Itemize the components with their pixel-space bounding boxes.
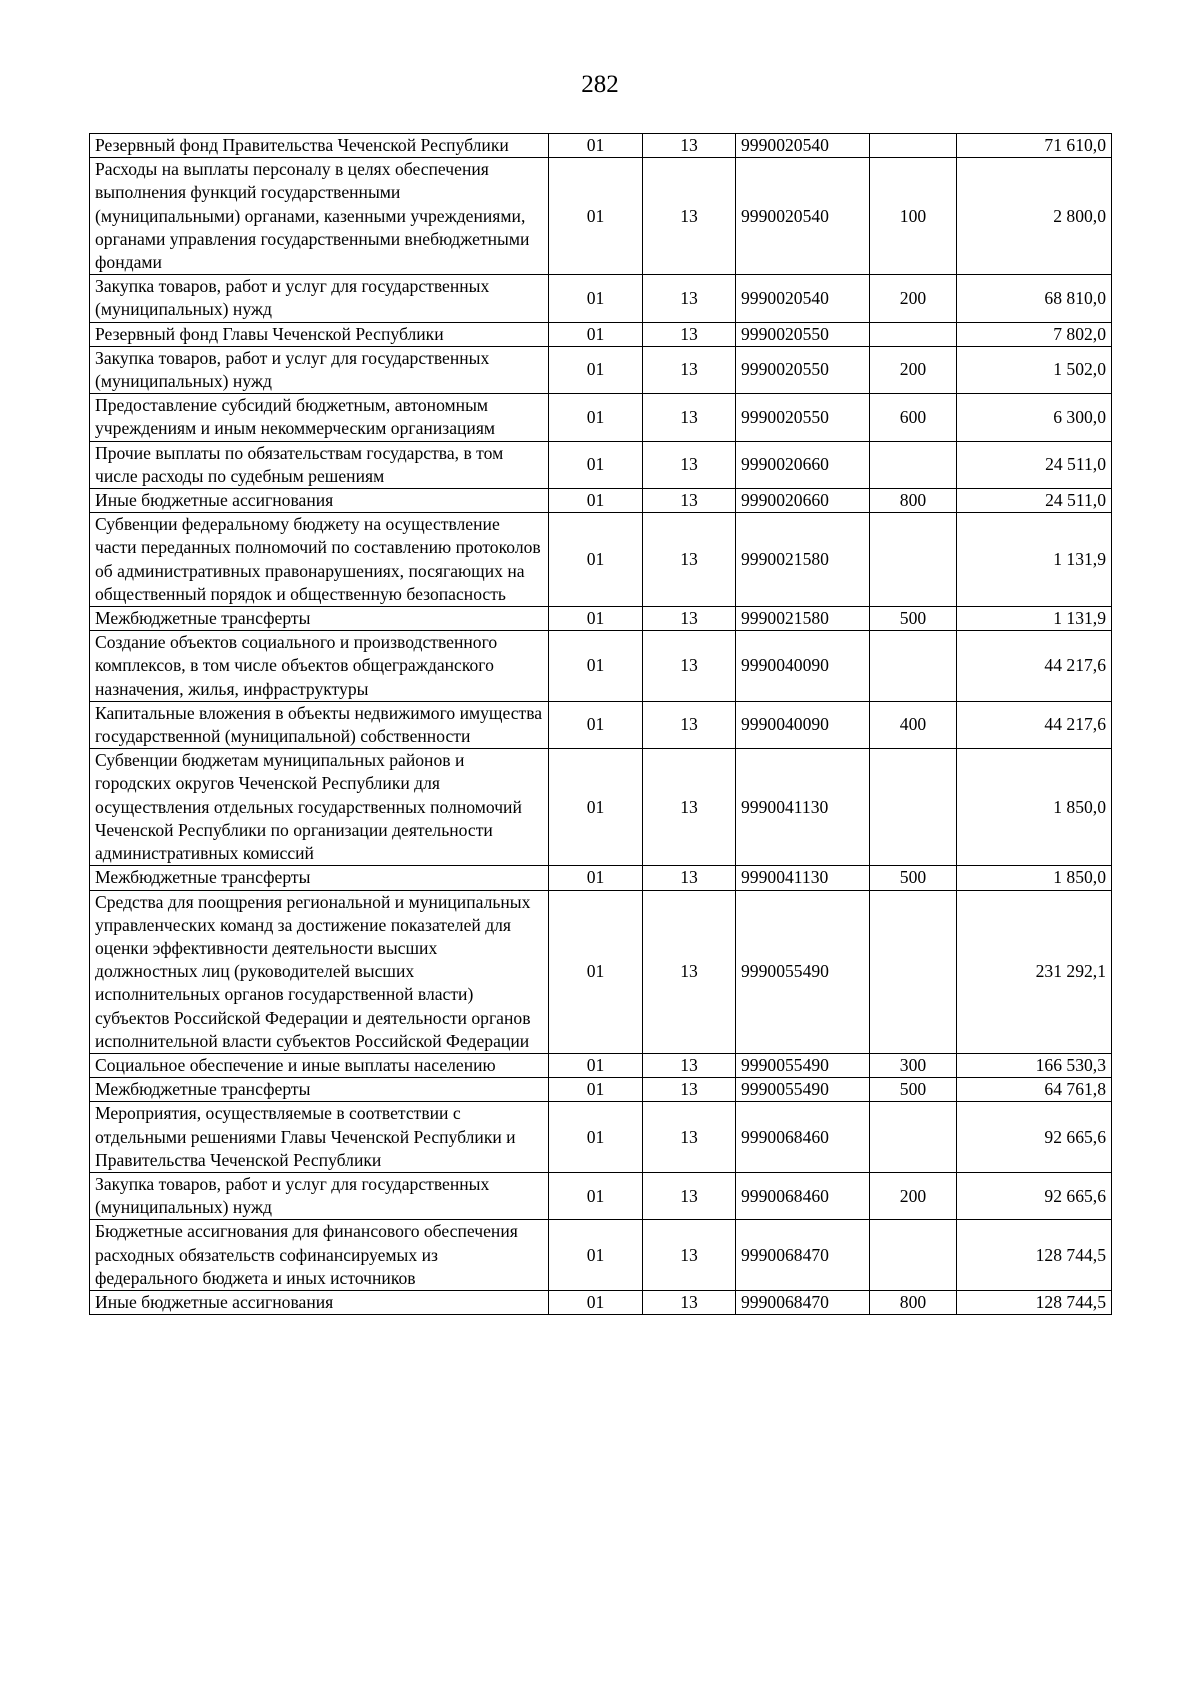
table-row: [90, 701, 1112, 748]
section-code-cell: 01: [549, 158, 643, 275]
subsection-code-cell: 13: [643, 158, 736, 275]
subsection-code-cell: 13: [643, 1290, 736, 1314]
table-row: [90, 394, 1112, 441]
subsection-code-cell: 13: [643, 749, 736, 866]
amount-cell: 24 511,0: [957, 489, 1112, 513]
target-article-cell: 9990055490: [736, 1078, 870, 1102]
amount-cell: 64 761,8: [957, 1078, 1112, 1102]
expense-name-cell: Межбюджетные трансферты: [90, 607, 549, 631]
budget-table-body: [90, 134, 1112, 1315]
subsection-code-cell: 13: [643, 1053, 736, 1077]
expense-type-cell: 200: [870, 346, 957, 393]
amount-cell: 7 802,0: [957, 322, 1112, 346]
table-row: [90, 866, 1112, 890]
expense-type-cell: [870, 322, 957, 346]
table-row: [90, 749, 1112, 866]
subsection-code-cell: 13: [643, 489, 736, 513]
table-row: [90, 158, 1112, 275]
section-code-cell: 01: [549, 1290, 643, 1314]
table-row: [90, 1053, 1112, 1077]
section-code-cell: 01: [549, 1172, 643, 1219]
page-number: 282: [581, 71, 619, 98]
expense-type-cell: 500: [870, 866, 957, 890]
subsection-code-cell: 13: [643, 1220, 736, 1291]
expense-name-cell: Средства для поощрения региональной и муниципальных управленческих команд за достижение показателей для оценки эффективности деятельности высших должностных лиц (руководителей высших исполнительных органов государственной власти) субъектов Российской Федерации и деятельности органов исполнительной власти субъектов Российской Федерации: [90, 890, 549, 1053]
expense-type-cell: 300: [870, 1053, 957, 1077]
section-code-cell: 01: [549, 1078, 643, 1102]
amount-cell: 128 744,5: [957, 1220, 1112, 1291]
subsection-code-cell: 13: [643, 441, 736, 488]
amount-cell: 6 300,0: [957, 394, 1112, 441]
expense-type-cell: [870, 1220, 957, 1291]
expense-name-cell: Мероприятия, осуществляемые в соответствии с отдельными решениями Главы Чеченской Республики и Правительства Чеченской Республики: [90, 1102, 549, 1173]
table-row: [90, 1220, 1112, 1291]
expense-type-cell: [870, 631, 957, 702]
subsection-code-cell: 13: [643, 134, 736, 158]
expense-name-cell: Субвенции федеральному бюджету на осуществление части переданных полномочий по составлению протоколов об административных правонарушениях, посягающих на общественный порядок и общественную безопасность: [90, 513, 549, 607]
expense-name-cell: Иные бюджетные ассигнования: [90, 489, 549, 513]
amount-cell: 1 131,9: [957, 607, 1112, 631]
section-code-cell: 01: [549, 513, 643, 607]
target-article-cell: 9990068470: [736, 1220, 870, 1291]
amount-cell: 1 131,9: [957, 513, 1112, 607]
expense-type-cell: 400: [870, 701, 957, 748]
section-code-cell: 01: [549, 607, 643, 631]
expense-name-cell: Резервный фонд Правительства Чеченской Республики: [90, 134, 549, 158]
amount-cell: 2 800,0: [957, 158, 1112, 275]
section-code-cell: 01: [549, 1102, 643, 1173]
target-article-cell: 9990040090: [736, 631, 870, 702]
section-code-cell: 01: [549, 890, 643, 1053]
target-article-cell: 9990020550: [736, 346, 870, 393]
amount-cell: 68 810,0: [957, 275, 1112, 322]
table-row: [90, 1290, 1112, 1314]
section-code-cell: 01: [549, 866, 643, 890]
expense-name-cell: Закупка товаров, работ и услуг для государственных (муниципальных) нужд: [90, 346, 549, 393]
target-article-cell: 9990068470: [736, 1290, 870, 1314]
expense-name-cell: Иные бюджетные ассигнования: [90, 1290, 549, 1314]
table-row: [90, 275, 1112, 322]
subsection-code-cell: 13: [643, 394, 736, 441]
subsection-code-cell: 13: [643, 890, 736, 1053]
expense-type-cell: [870, 441, 957, 488]
table-row: [90, 489, 1112, 513]
amount-cell: 92 665,6: [957, 1172, 1112, 1219]
expense-type-cell: 800: [870, 489, 957, 513]
section-code-cell: 01: [549, 1053, 643, 1077]
table-row: [90, 346, 1112, 393]
amount-cell: 24 511,0: [957, 441, 1112, 488]
table-row: [90, 607, 1112, 631]
amount-cell: 1 850,0: [957, 866, 1112, 890]
section-code-cell: 01: [549, 701, 643, 748]
subsection-code-cell: 13: [643, 866, 736, 890]
table-row: [90, 134, 1112, 158]
subsection-code-cell: 13: [643, 631, 736, 702]
target-article-cell: 9990068460: [736, 1172, 870, 1219]
target-article-cell: 9990055490: [736, 890, 870, 1053]
expense-type-cell: 500: [870, 607, 957, 631]
section-code-cell: 01: [549, 322, 643, 346]
section-code-cell: 01: [549, 749, 643, 866]
expense-type-cell: [870, 890, 957, 1053]
expense-name-cell: Субвенции бюджетам муниципальных районов и городских округов Чеченской Республики для осуществления отдельных государственных полномочий Чеченской Республики по организации деятельности административных комиссий: [90, 749, 549, 866]
target-article-cell: 9990068460: [736, 1102, 870, 1173]
amount-cell: 44 217,6: [957, 631, 1112, 702]
subsection-code-cell: 13: [643, 1172, 736, 1219]
expense-name-cell: Закупка товаров, работ и услуг для государственных (муниципальных) нужд: [90, 275, 549, 322]
table-row: [90, 890, 1112, 1053]
expense-type-cell: 100: [870, 158, 957, 275]
amount-cell: 166 530,3: [957, 1053, 1112, 1077]
expense-name-cell: Капитальные вложения в объекты недвижимого имущества государственной (муниципальной) собственности: [90, 701, 549, 748]
target-article-cell: 9990020550: [736, 322, 870, 346]
amount-cell: 44 217,6: [957, 701, 1112, 748]
table-row: [90, 1172, 1112, 1219]
amount-cell: 92 665,6: [957, 1102, 1112, 1173]
section-code-cell: 01: [549, 134, 643, 158]
subsection-code-cell: 13: [643, 513, 736, 607]
section-code-cell: 01: [549, 346, 643, 393]
budget-table: [89, 133, 1112, 1315]
section-code-cell: 01: [549, 394, 643, 441]
table-row: [90, 441, 1112, 488]
target-article-cell: 9990021580: [736, 513, 870, 607]
amount-cell: 1 850,0: [957, 749, 1112, 866]
section-code-cell: 01: [549, 275, 643, 322]
expense-name-cell: Расходы на выплаты персоналу в целях обеспечения выполнения функций государственными (муниципальными) органами, казенными учреждениями, органами управления государственными внебюджетными фондами: [90, 158, 549, 275]
expense-type-cell: [870, 513, 957, 607]
target-article-cell: 9990020540: [736, 275, 870, 322]
expense-name-cell: Резервный фонд Главы Чеченской Республики: [90, 322, 549, 346]
expense-type-cell: 800: [870, 1290, 957, 1314]
expense-type-cell: 600: [870, 394, 957, 441]
expense-type-cell: 500: [870, 1078, 957, 1102]
amount-cell: 1 502,0: [957, 346, 1112, 393]
expense-type-cell: 200: [870, 1172, 957, 1219]
section-code-cell: 01: [549, 631, 643, 702]
expense-name-cell: Создание объектов социального и производственного комплексов, в том числе объектов общегражданского назначения, жилья, инфраструктуры: [90, 631, 549, 702]
target-article-cell: 9990020550: [736, 394, 870, 441]
expense-name-cell: Прочие выплаты по обязательствам государства, в том числе расходы по судебным решениям: [90, 441, 549, 488]
subsection-code-cell: 13: [643, 1102, 736, 1173]
amount-cell: 128 744,5: [957, 1290, 1112, 1314]
expense-name-cell: Межбюджетные трансферты: [90, 866, 549, 890]
table-row: [90, 322, 1112, 346]
expense-name-cell: Социальное обеспечение и иные выплаты населению: [90, 1053, 549, 1077]
target-article-cell: 9990041130: [736, 749, 870, 866]
expense-name-cell: Закупка товаров, работ и услуг для государственных (муниципальных) нужд: [90, 1172, 549, 1219]
section-code-cell: 01: [549, 489, 643, 513]
target-article-cell: 9990040090: [736, 701, 870, 748]
table-row: [90, 513, 1112, 607]
amount-cell: 231 292,1: [957, 890, 1112, 1053]
expense-name-cell: Межбюджетные трансферты: [90, 1078, 549, 1102]
expense-type-cell: [870, 134, 957, 158]
expense-type-cell: 200: [870, 275, 957, 322]
subsection-code-cell: 13: [643, 607, 736, 631]
amount-cell: 71 610,0: [957, 134, 1112, 158]
target-article-cell: 9990020660: [736, 489, 870, 513]
expense-type-cell: [870, 1102, 957, 1173]
expense-name-cell: Предоставление субсидий бюджетным, автономным учреждениям и иным некоммерческим организациям: [90, 394, 549, 441]
subsection-code-cell: 13: [643, 322, 736, 346]
section-code-cell: 01: [549, 1220, 643, 1291]
target-article-cell: 9990020660: [736, 441, 870, 488]
table-row: [90, 1078, 1112, 1102]
table-row: [90, 1102, 1112, 1173]
subsection-code-cell: 13: [643, 346, 736, 393]
expense-name-cell: Бюджетные ассигнования для финансового обеспечения расходных обязательств софинансируемых из федерального бюджета и иных источников: [90, 1220, 549, 1291]
subsection-code-cell: 13: [643, 275, 736, 322]
target-article-cell: 9990020540: [736, 134, 870, 158]
target-article-cell: 9990020540: [736, 158, 870, 275]
target-article-cell: 9990021580: [736, 607, 870, 631]
section-code-cell: 01: [549, 441, 643, 488]
subsection-code-cell: 13: [643, 1078, 736, 1102]
subsection-code-cell: 13: [643, 701, 736, 748]
expense-type-cell: [870, 749, 957, 866]
target-article-cell: 9990055490: [736, 1053, 870, 1077]
table-row: [90, 631, 1112, 702]
target-article-cell: 9990041130: [736, 866, 870, 890]
